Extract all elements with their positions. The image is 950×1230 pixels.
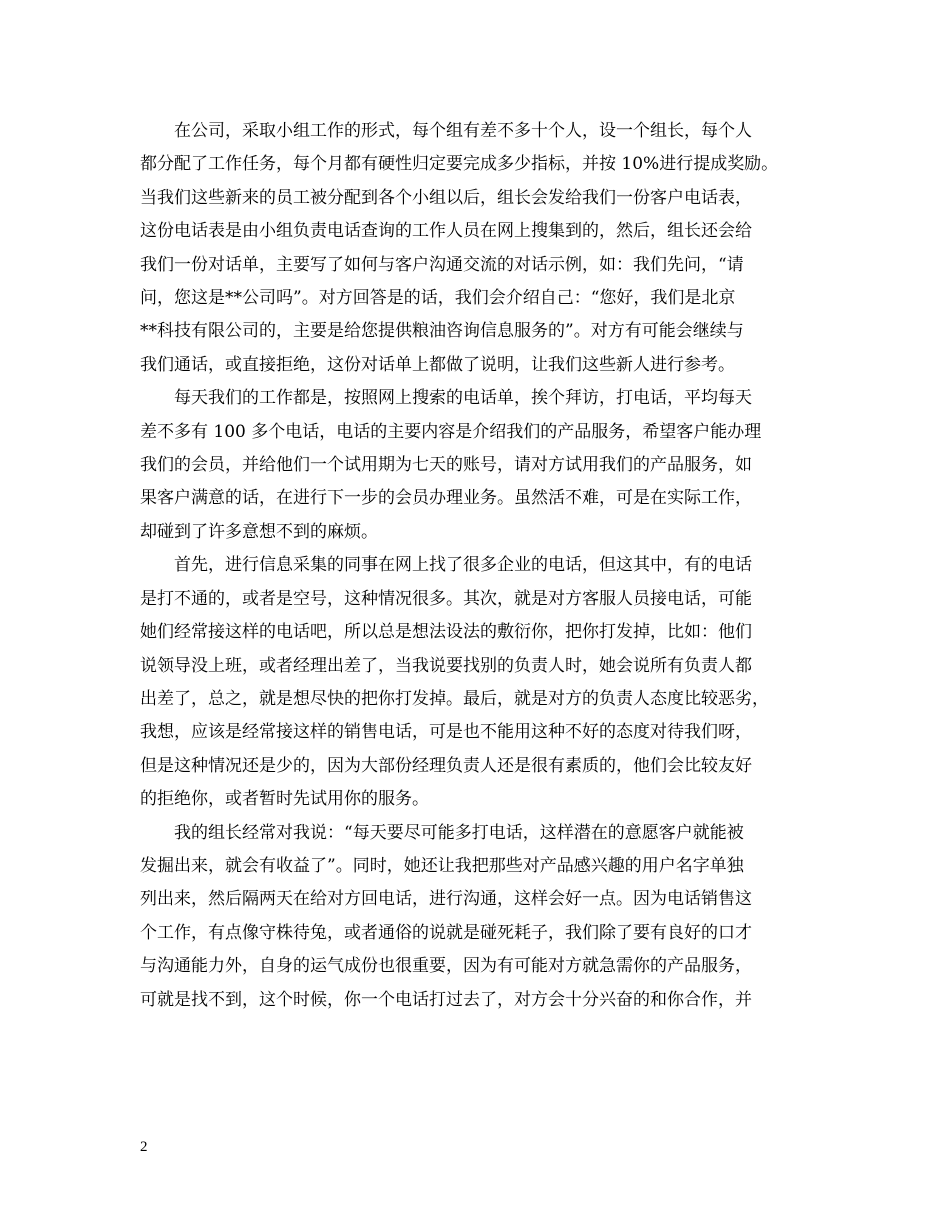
text-line: 我们通话，或直接拒绝，这份对话单上都做了说明，让我们这些新人进行参考。 bbox=[140, 354, 735, 375]
text-line: 可就是找不到，这个时候，你一个电话打过去了，对方会十分兴奋的和你合作，并 bbox=[140, 989, 752, 1010]
paragraph bbox=[140, 115, 820, 382]
body-text bbox=[140, 115, 820, 1017]
text-line: 在公司，采取小组工作的形式，每个组有差不多十个人，设一个组长，每个人 bbox=[174, 121, 752, 141]
text-line: 是打不通的，或者是空号，这种情况很多。其次，就是对方客服人员接电话，可能 bbox=[140, 588, 752, 609]
text-line: 的拒绝你，或者暂时先试用你的服务。 bbox=[140, 789, 429, 810]
text-line: 出差了，总之，就是想尽快的把你打发掉。最后，就是对方的负责人态度比较恶劣， bbox=[140, 688, 769, 709]
text-line: 个工作，有点像守株待兔，或者通俗的说就是碰死耗子，我们除了要有良好的口才 bbox=[140, 922, 752, 943]
text-line: 首先，进行信息采集的同事在网上找了很多企业的电话，但这其中，有的电话 bbox=[174, 555, 752, 576]
text-line: **科技有限公司的，主要是给您提供粮油咨询信息服务的”。对方有可能会继续与 bbox=[140, 321, 744, 342]
text-line: 这份电话表是由小组负责电话查询的工作人员在网上搜集到的，然后，组长还会给 bbox=[140, 221, 752, 242]
text-line: 她们经常接这样的电话吧，所以总是想法设法的敷衍你，把你打发掉，比如：他们 bbox=[140, 622, 752, 643]
text-line: 但是这种情况还是少的，因为大部份经理负责人还是很有素质的，他们会比较友好 bbox=[140, 755, 752, 776]
text-line: 列出来，然后隔两天在给对方回电话，进行沟通，这样会好一点。因为电话销售这 bbox=[140, 889, 752, 910]
text-line: 差不多有 100 多个电话，电话的主要内容是介绍我们的产品服务，希望客户能办理 bbox=[140, 421, 762, 442]
text-line: 果客户满意的话，在进行下一步的会员办理业务。虽然活不难，可是在实际工作， bbox=[140, 488, 752, 509]
paragraph bbox=[140, 382, 820, 549]
page-number: 2 bbox=[140, 1139, 148, 1155]
text-line: 都分配了工作任务，每个月都有硬性归定要完成多少指标，并按 10%进行提成奖励。 bbox=[140, 154, 779, 175]
text-line: 发掘出来，就会有收益了”。同时，她还让我把那些对产品感兴趣的用户名字单独 bbox=[140, 855, 744, 876]
text-line: 每天我们的工作都是，按照网上搜索的电话单，挨个拜访，打电话，平均每天 bbox=[174, 388, 752, 409]
paragraph bbox=[140, 549, 820, 816]
text-line: 我们的会员，并给他们一个试用期为七天的账号，请对方试用我们的产品服务，如 bbox=[140, 455, 752, 476]
text-line: 我想，应该是经常接这样的销售电话，可是也不能用这种不好的态度对待我们呀， bbox=[140, 722, 752, 743]
text-line: 与沟通能力外，自身的运气成份也很重要，因为有可能对方就急需你的产品服务， bbox=[140, 956, 752, 977]
text-line: 问，您这是**公司吗”。对方回答是的话，我们会介绍自己：“您好，我们是北京 bbox=[140, 288, 736, 309]
text-line: 我们一份对话单，主要写了如何与客户沟通交流的对话示例，如：我们先问，“请 bbox=[140, 254, 744, 275]
text-line: 却碰到了许多意想不到的麻烦。 bbox=[140, 521, 378, 542]
text-line: 当我们这些新来的员工被分配到各个小组以后，组长会发给我们一份客户电话表， bbox=[140, 187, 752, 208]
text-line: 说领导没上班，或者经理出差了，当我说要找别的负责人时，她会说所有负责人都 bbox=[140, 655, 752, 676]
text-line: 我的组长经常对我说：“每天要尽可能多打电话，这样潜在的意愿客户就能被 bbox=[174, 822, 744, 843]
paragraph bbox=[140, 817, 820, 1017]
